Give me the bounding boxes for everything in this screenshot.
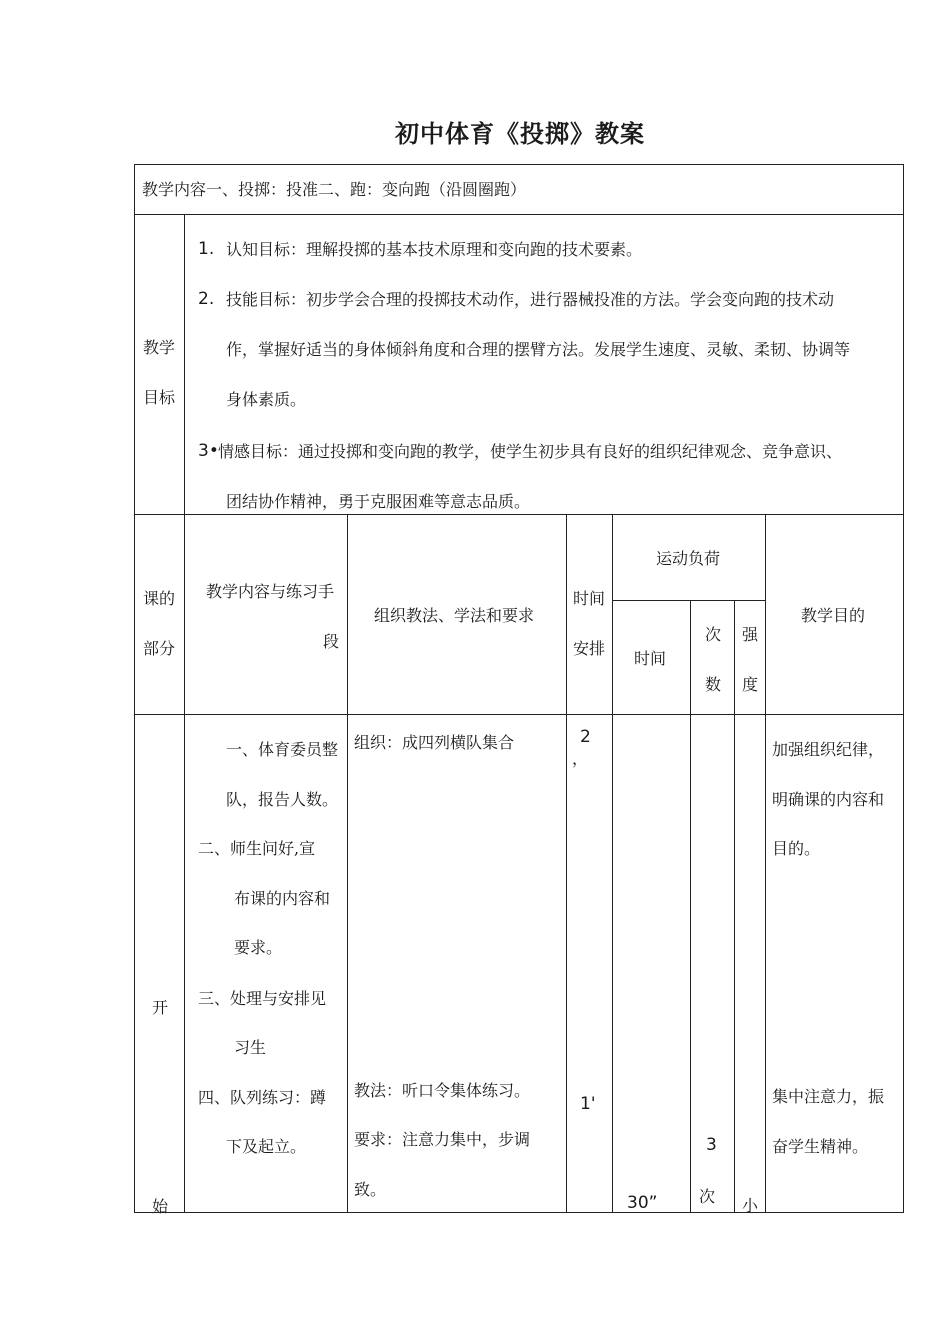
objective-3-line2: 团结协作精神，勇于克服困难等意志品质。 [226, 492, 531, 511]
table-col-time [612, 514, 613, 1213]
method-text: 教法：听口令集体练习。 [354, 1081, 531, 1100]
intensity-value: 小 [742, 1196, 759, 1215]
header-time-line2: 安排 [573, 639, 606, 658]
time-value-1-mark: ， [572, 749, 589, 768]
requirement-text-cont: 致。 [354, 1180, 387, 1199]
table-border-top [134, 164, 904, 165]
table-border-left [134, 164, 135, 1213]
table-border-right [903, 164, 904, 1213]
header-content-line1: 教学内容与练习手 [206, 582, 335, 601]
table-col-count [734, 600, 735, 1213]
table-divider-load [612, 600, 766, 601]
section-part-line1: 开 [152, 998, 169, 1017]
section-part-line2: 始 [152, 1197, 169, 1216]
content-line: 队，报告人数。 [226, 790, 339, 809]
count-unit: 次 [699, 1187, 716, 1206]
objective-2-number: 2. [198, 289, 215, 309]
purpose-line: 集中注意力，振 [772, 1087, 885, 1106]
header-teaching-purpose: 教学目的 [801, 606, 866, 625]
table-col-content [347, 514, 348, 1213]
objective-2-line2: 作，掌握好适当的身体倾斜角度和合理的摆臂方法。发展学生速度、灵敏、柔韧、协调等 [226, 340, 851, 359]
content-line: 要求。 [234, 938, 283, 957]
table-col-part [184, 214, 185, 1213]
time-value-2: 1' [580, 1094, 596, 1114]
objective-3-number: 3• [198, 441, 219, 461]
table-divider-content [134, 214, 904, 215]
teaching-content-row: 教学内容一、投掷：投准二、跑：变向跑（沿圆圈跑） [142, 180, 527, 199]
header-content-line2: 段 [323, 632, 340, 651]
time-value-1: 2 [580, 727, 591, 747]
content-line: 布课的内容和 [234, 889, 331, 908]
table-divider-objectives [134, 514, 904, 515]
organization-text: 组织：成四列横队集合 [354, 733, 515, 752]
requirement-text: 要求：注意力集中，步调 [354, 1130, 531, 1149]
objective-1-text: 认知目标：理解投掷的基本技术原理和变向跑的技术要素。 [226, 240, 643, 259]
header-count-line1: 次 [705, 625, 722, 644]
header-count-line2: 数 [705, 675, 722, 694]
document-title: 初中体育《投掷》教案 [395, 120, 645, 148]
content-line: 习生 [234, 1038, 267, 1057]
purpose-line: 奋学生精神。 [772, 1137, 869, 1156]
content-line: 四、队列练习：蹲 [198, 1088, 327, 1107]
table-col-intensity [765, 514, 766, 1213]
purpose-line: 目的。 [772, 839, 821, 858]
objective-3-line1: 情感目标：通过投掷和变向跑的教学，使学生初步具有良好的组织纪律观念、竞争意识、 [218, 442, 843, 461]
objective-1-number: 1. [198, 239, 215, 259]
table-border-bottom [134, 1212, 904, 1213]
table-col-org [566, 514, 567, 1213]
load-time-value: 30” [627, 1193, 658, 1213]
header-exercise-load: 运动负荷 [656, 549, 721, 568]
objective-2-line1: 技能目标：初步学会合理的投掷技术动作，进行器械投准的方法。学会变向跑的技术动 [226, 290, 835, 309]
objective-2-line3: 身体素质。 [226, 390, 307, 409]
header-time-line1: 时间 [573, 589, 606, 608]
content-line: 下及起立。 [226, 1137, 307, 1156]
table-col-load-time [690, 600, 691, 1213]
purpose-line: 加强组织纪律， [772, 740, 885, 759]
objectives-label-line2: 目标 [143, 388, 176, 407]
header-load-time: 时间 [634, 649, 667, 668]
objectives-label-line1: 教学 [143, 338, 176, 357]
content-line: 三、处理与安排见 [198, 989, 327, 1008]
header-organization: 组织教法、学法和要求 [374, 606, 535, 625]
header-part-line1: 课的 [143, 589, 176, 608]
table-divider-header [134, 714, 904, 715]
header-part-line2: 部分 [143, 639, 176, 658]
content-line: 二、师生问好,宣 [198, 839, 316, 858]
header-intensity-line2: 度 [742, 675, 759, 694]
count-value: 3 [706, 1135, 717, 1155]
header-intensity-line1: 强 [742, 625, 759, 644]
content-line: 一、体育委员整 [226, 740, 339, 759]
purpose-line: 明确课的内容和 [772, 790, 885, 809]
